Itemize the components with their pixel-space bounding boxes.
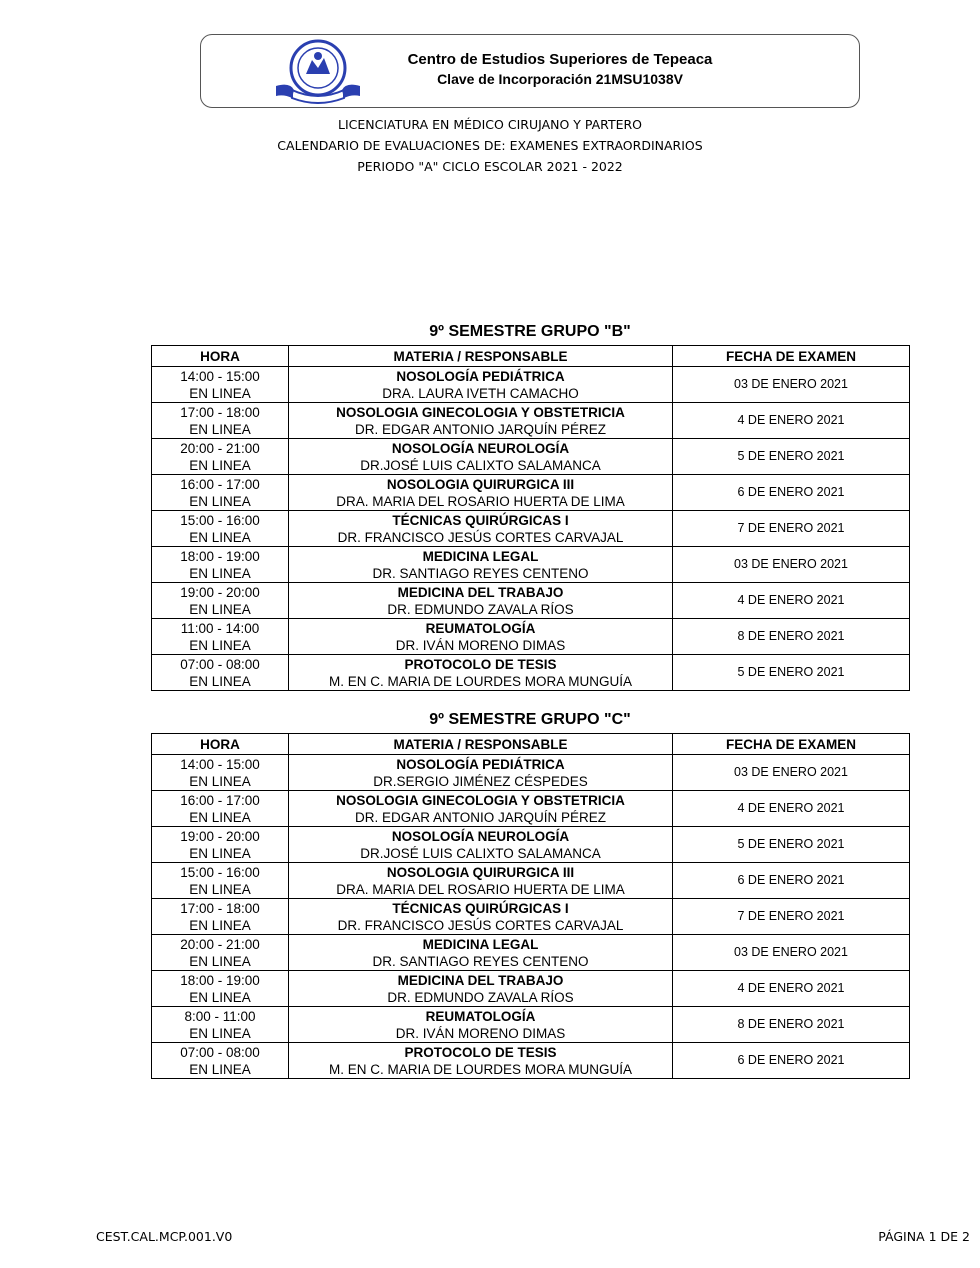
- exam-date: 5 DE ENERO 2021: [673, 827, 910, 863]
- subject-name: NOSOLOGÍA NEUROLOGÍA: [391, 440, 570, 456]
- hora-range: 18:00 - 19:00: [180, 548, 260, 564]
- hora-cell: [152, 755, 289, 791]
- table-row: [152, 619, 910, 655]
- materia-cell: [289, 1007, 673, 1043]
- exam-date: 6 DE ENERO 2021: [673, 475, 910, 511]
- responsible-name: DR. EDGAR ANTONIO JARQUÍN PÉREZ: [354, 421, 607, 437]
- hora-cell: [152, 547, 289, 583]
- hora-cell: [152, 935, 289, 971]
- hora-cell: [152, 619, 289, 655]
- exam-date: 4 DE ENERO 2021: [673, 583, 910, 619]
- modalidad: EN LINEA: [189, 989, 251, 1005]
- responsible-name: DR. SANTIAGO REYES CENTENO: [372, 565, 589, 581]
- subject-name: PROTOCOLO DE TESIS: [404, 1044, 557, 1060]
- modalidad: EN LINEA: [189, 565, 251, 581]
- hora-range: 19:00 - 20:00: [180, 828, 260, 844]
- table-row: [152, 791, 910, 827]
- modalidad: EN LINEA: [189, 917, 251, 933]
- exam-date: 03 DE ENERO 2021: [673, 755, 910, 791]
- exam-date: 6 DE ENERO 2021: [673, 863, 910, 899]
- exam-date: 5 DE ENERO 2021: [673, 655, 910, 691]
- subject-name: TÉCNICAS QUIRÚRGICAS I: [392, 900, 569, 916]
- modalidad: EN LINEA: [189, 457, 251, 473]
- responsible-name: DRA. LAURA IVETH CAMACHO: [382, 385, 579, 401]
- subject-name: REUMATOLOGÍA: [425, 1008, 536, 1024]
- table-row: [152, 583, 910, 619]
- table-row: [152, 475, 910, 511]
- modalidad: EN LINEA: [189, 637, 251, 653]
- school-name: Centro de Estudios Superiores de Tepeaca: [407, 51, 713, 68]
- hora-cell: [152, 863, 289, 899]
- column-header-hora: HORA: [152, 346, 289, 367]
- hora-range: 07:00 - 08:00: [180, 1044, 260, 1060]
- modalidad: EN LINEA: [189, 385, 251, 401]
- responsible-name: DR.JOSÉ LUIS CALIXTO SALAMANCA: [360, 457, 601, 473]
- heading-calendar: CALENDARIO DE EVALUACIONES DE: EXAMENES EXTRAORDINARIOS: [277, 138, 703, 153]
- modalidad: EN LINEA: [189, 421, 251, 437]
- heading-period: PERIODO "A" CICLO ESCOLAR 2021 - 2022: [357, 159, 623, 174]
- hora-cell: [152, 367, 289, 403]
- subject-name: REUMATOLOGÍA: [425, 620, 536, 636]
- hora-cell: [152, 655, 289, 691]
- responsible-name: M. EN C. MARIA DE LOURDES MORA MUNGUÍA: [328, 673, 633, 689]
- responsible-name: DRA. MARIA DEL ROSARIO HUERTA DE LIMA: [336, 493, 625, 509]
- table-row: [152, 971, 910, 1007]
- school-clave: Clave de Incorporación 21MSU1038V: [437, 71, 683, 87]
- exam-date: 8 DE ENERO 2021: [673, 1007, 910, 1043]
- exam-date: 6 DE ENERO 2021: [673, 1043, 910, 1079]
- exam-date: 4 DE ENERO 2021: [673, 971, 910, 1007]
- hora-cell: [152, 1043, 289, 1079]
- modalidad: EN LINEA: [189, 1025, 251, 1041]
- table-row: [152, 367, 910, 403]
- hora-cell: [152, 511, 289, 547]
- school-seal-icon: [272, 38, 364, 104]
- table-row: [152, 899, 910, 935]
- materia-cell: [289, 583, 673, 619]
- hora-range: 17:00 - 18:00: [180, 404, 260, 420]
- modalidad: EN LINEA: [189, 881, 251, 897]
- responsible-name: DR. EDGAR ANTONIO JARQUÍN PÉREZ: [354, 809, 607, 825]
- table-row: [152, 511, 910, 547]
- hora-range: 18:00 - 19:00: [180, 972, 260, 988]
- hora-range: 16:00 - 17:00: [180, 476, 260, 492]
- materia-cell: [289, 403, 673, 439]
- exam-date: 03 DE ENERO 2021: [673, 935, 910, 971]
- subject-name: NOSOLOGIA GINECOLOGIA Y OBSTETRICIA: [336, 792, 625, 808]
- table-header-row: [152, 734, 910, 755]
- responsible-name: DR. EDMUNDO ZAVALA RÍOS: [387, 989, 574, 1005]
- column-header-fecha: FECHA DE EXAMEN: [673, 346, 910, 367]
- hora-cell: [152, 827, 289, 863]
- responsible-name: DRA. MARIA DEL ROSARIO HUERTA DE LIMA: [336, 881, 625, 897]
- table-row: [152, 1007, 910, 1043]
- table-row: [152, 655, 910, 691]
- document-code: CEST.CAL.MCP.001.V0: [96, 1229, 233, 1244]
- materia-cell: [289, 655, 673, 691]
- table-row: [152, 755, 910, 791]
- exam-date: 7 DE ENERO 2021: [673, 899, 910, 935]
- modalidad: EN LINEA: [189, 529, 251, 545]
- column-header-hora: HORA: [152, 734, 289, 755]
- exam-date: 4 DE ENERO 2021: [673, 403, 910, 439]
- table-row: [152, 863, 910, 899]
- table-row: [152, 439, 910, 475]
- hora-range: 15:00 - 16:00: [180, 512, 260, 528]
- heading-career: LICENCIATURA EN MÉDICO CIRUJANO Y PARTERO: [337, 117, 643, 132]
- page-number: PÁGINA 1 DE 2: [878, 1229, 970, 1244]
- materia-cell: [289, 971, 673, 1007]
- hora-cell: [152, 791, 289, 827]
- subject-name: TÉCNICAS QUIRÚRGICAS I: [392, 512, 569, 528]
- subject-name: MEDICINA LEGAL: [422, 548, 539, 564]
- hora-cell: [152, 439, 289, 475]
- hora-cell: [152, 971, 289, 1007]
- column-header-fecha: FECHA DE EXAMEN: [673, 734, 910, 755]
- hora-cell: [152, 899, 289, 935]
- responsible-name: DR. IVÁN MORENO DIMAS: [395, 637, 566, 653]
- materia-cell: [289, 755, 673, 791]
- materia-cell: [289, 439, 673, 475]
- table-row: [152, 1043, 910, 1079]
- hora-range: 8:00 - 11:00: [184, 1008, 256, 1024]
- responsible-name: DR. FRANCISCO JESÚS CORTES CARVAJAL: [337, 917, 624, 933]
- hora-range: 16:00 - 17:00: [180, 792, 260, 808]
- materia-cell: [289, 367, 673, 403]
- hora-cell: [152, 475, 289, 511]
- materia-cell: [289, 547, 673, 583]
- materia-cell: [289, 791, 673, 827]
- hora-cell: [152, 403, 289, 439]
- column-header-materia: MATERIA / RESPONSABLE: [289, 346, 673, 367]
- exam-date: 7 DE ENERO 2021: [673, 511, 910, 547]
- exam-date: 4 DE ENERO 2021: [673, 791, 910, 827]
- subject-name: NOSOLOGIA QUIRURGICA III: [386, 476, 575, 492]
- modalidad: EN LINEA: [189, 773, 251, 789]
- hora-cell: [152, 583, 289, 619]
- hora-range: 11:00 - 14:00: [180, 620, 260, 636]
- subject-name: NOSOLOGIA QUIRURGICA III: [386, 864, 575, 880]
- materia-cell: [289, 863, 673, 899]
- subject-name: MEDICINA DEL TRABAJO: [397, 584, 564, 600]
- hora-range: 14:00 - 15:00: [180, 756, 260, 772]
- hora-range: 15:00 - 16:00: [180, 864, 260, 880]
- materia-cell: [289, 827, 673, 863]
- responsible-name: DR. SANTIAGO REYES CENTENO: [372, 953, 589, 969]
- responsible-name: DR.JOSÉ LUIS CALIXTO SALAMANCA: [360, 845, 601, 861]
- modalidad: EN LINEA: [189, 601, 251, 617]
- column-header-materia: MATERIA / RESPONSABLE: [289, 734, 673, 755]
- hora-range: 19:00 - 20:00: [180, 584, 260, 600]
- modalidad: EN LINEA: [189, 493, 251, 509]
- modalidad: EN LINEA: [189, 673, 251, 689]
- table-row: [152, 935, 910, 971]
- table-row: [152, 547, 910, 583]
- hora-range: 07:00 - 08:00: [180, 656, 260, 672]
- responsible-name: DR.SERGIO JIMÉNEZ CÉSPEDES: [373, 773, 588, 789]
- exam-date: 5 DE ENERO 2021: [673, 439, 910, 475]
- modalidad: EN LINEA: [189, 953, 251, 969]
- materia-cell: [289, 511, 673, 547]
- exam-date: 8 DE ENERO 2021: [673, 619, 910, 655]
- subject-name: MEDICINA LEGAL: [422, 936, 539, 952]
- exam-date: 03 DE ENERO 2021: [673, 367, 910, 403]
- table-row: [152, 827, 910, 863]
- subject-name: MEDICINA DEL TRABAJO: [397, 972, 564, 988]
- subject-name: NOSOLOGÍA NEUROLOGÍA: [391, 828, 570, 844]
- hora-range: 14:00 - 15:00: [180, 368, 260, 384]
- modalidad: EN LINEA: [189, 845, 251, 861]
- group-b-title: 9º SEMESTRE GRUPO "B": [429, 323, 631, 340]
- table-row: [152, 403, 910, 439]
- group-c-table: [151, 733, 910, 1079]
- materia-cell: [289, 619, 673, 655]
- hora-range: 20:00 - 21:00: [180, 440, 260, 456]
- responsible-name: DR. EDMUNDO ZAVALA RÍOS: [387, 601, 574, 617]
- subject-name: NOSOLOGÍA PEDIÁTRICA: [396, 368, 565, 384]
- modalidad: EN LINEA: [189, 809, 251, 825]
- materia-cell: [289, 935, 673, 971]
- table-header-row: [152, 346, 910, 367]
- responsible-name: DR. FRANCISCO JESÚS CORTES CARVAJAL: [337, 529, 624, 545]
- group-c-title: 9º SEMESTRE GRUPO "C": [429, 711, 631, 728]
- subject-name: PROTOCOLO DE TESIS: [404, 656, 557, 672]
- responsible-name: DR. IVÁN MORENO DIMAS: [395, 1025, 566, 1041]
- subject-name: NOSOLOGIA GINECOLOGIA Y OBSTETRICIA: [336, 404, 625, 420]
- exam-date: 03 DE ENERO 2021: [673, 547, 910, 583]
- materia-cell: [289, 899, 673, 935]
- hora-range: 20:00 - 21:00: [180, 936, 260, 952]
- modalidad: EN LINEA: [189, 1061, 251, 1077]
- group-b-table: [151, 345, 910, 691]
- materia-cell: [289, 1043, 673, 1079]
- hora-cell: [152, 1007, 289, 1043]
- hora-range: 17:00 - 18:00: [180, 900, 260, 916]
- subject-name: NOSOLOGÍA PEDIÁTRICA: [396, 756, 565, 772]
- materia-cell: [289, 475, 673, 511]
- responsible-name: M. EN C. MARIA DE LOURDES MORA MUNGUÍA: [328, 1061, 633, 1077]
